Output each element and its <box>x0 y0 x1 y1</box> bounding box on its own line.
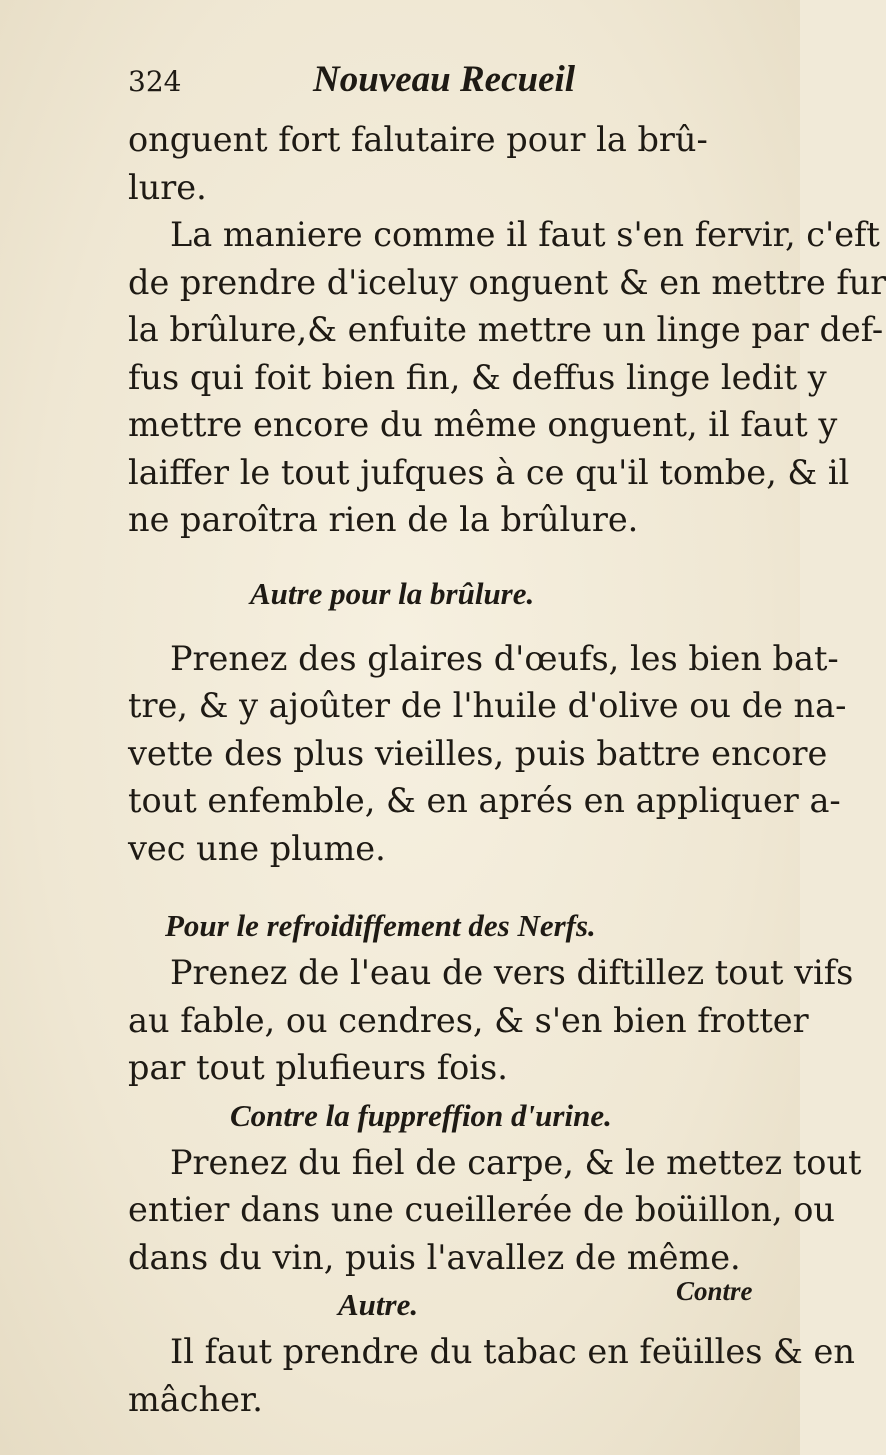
text-line: vette des plus vieilles, puis battre encore <box>128 733 828 773</box>
paragraph-5 <box>128 1139 862 1282</box>
paragraph-4 <box>128 949 854 1092</box>
text-line: fus qui foit bien fin, & deffus linge ledit y <box>128 357 827 397</box>
page-number: 324 <box>128 65 182 98</box>
text-line: de prendre d'iceluy onguent & en mettre fur <box>128 262 886 302</box>
page-header <box>128 58 800 116</box>
text-line: Prenez du fiel de carpe, & le mettez tout <box>170 1142 862 1182</box>
text-line: au fable, ou cendres, & s'en bien frotter <box>128 1000 809 1040</box>
text-line: lure. <box>128 167 207 207</box>
text-line: la brûlure,& enfuite mettre un linge par def- <box>128 310 884 349</box>
text-line: La maniere comme il faut s'en fervir, c'eft <box>170 215 880 254</box>
text-line: Prenez des glaires d'œufs, les bien bat- <box>170 638 839 678</box>
section-heading: Pour le refroidiffement des Nerfs. <box>165 908 596 943</box>
running-title: Nouveau Recueil <box>313 59 576 100</box>
text-line: laiffer le tout jufques à ce qu'il tombe, & il <box>128 452 850 492</box>
text-line: par tout plufieurs fois. <box>128 1048 508 1087</box>
text-line: tout enfemble, & en aprés en appliquer a- <box>128 781 841 820</box>
section-heading: Autre. <box>338 1287 419 1322</box>
text-line: dans du vin, puis l'avallez de même. <box>128 1237 741 1277</box>
text-line: ne paroîtra rien de la brûlure. <box>128 500 639 539</box>
section-heading: Autre pour la brûlure. <box>250 575 535 611</box>
text-line: mettre encore du même onguent, il faut y <box>128 405 838 444</box>
text-line: Prenez de l'eau de vers diftillez tout vifs <box>170 953 854 992</box>
text-line: Il faut prendre du tabac en feüilles & en <box>170 1332 855 1371</box>
text-line: tre, & y ajoûter de l'huile d'olive ou de na- <box>128 686 847 725</box>
text-line: vec une plume. <box>128 828 386 868</box>
text-line: mâcher. <box>128 1379 263 1419</box>
paragraph-1 <box>128 116 800 211</box>
catchword: Contre <box>676 1276 753 1306</box>
paragraph-2 <box>128 211 886 544</box>
paragraph-3 <box>128 635 847 873</box>
paragraph-6 <box>128 1328 855 1423</box>
section-heading: Contre la fuppreffion d'urine. <box>230 1097 612 1133</box>
text-line: entier dans une cueillerée de boüillon, ou <box>128 1190 836 1229</box>
text-line: onguent fort falutaire pour la brû- <box>128 120 708 159</box>
page-text <box>128 58 886 1423</box>
